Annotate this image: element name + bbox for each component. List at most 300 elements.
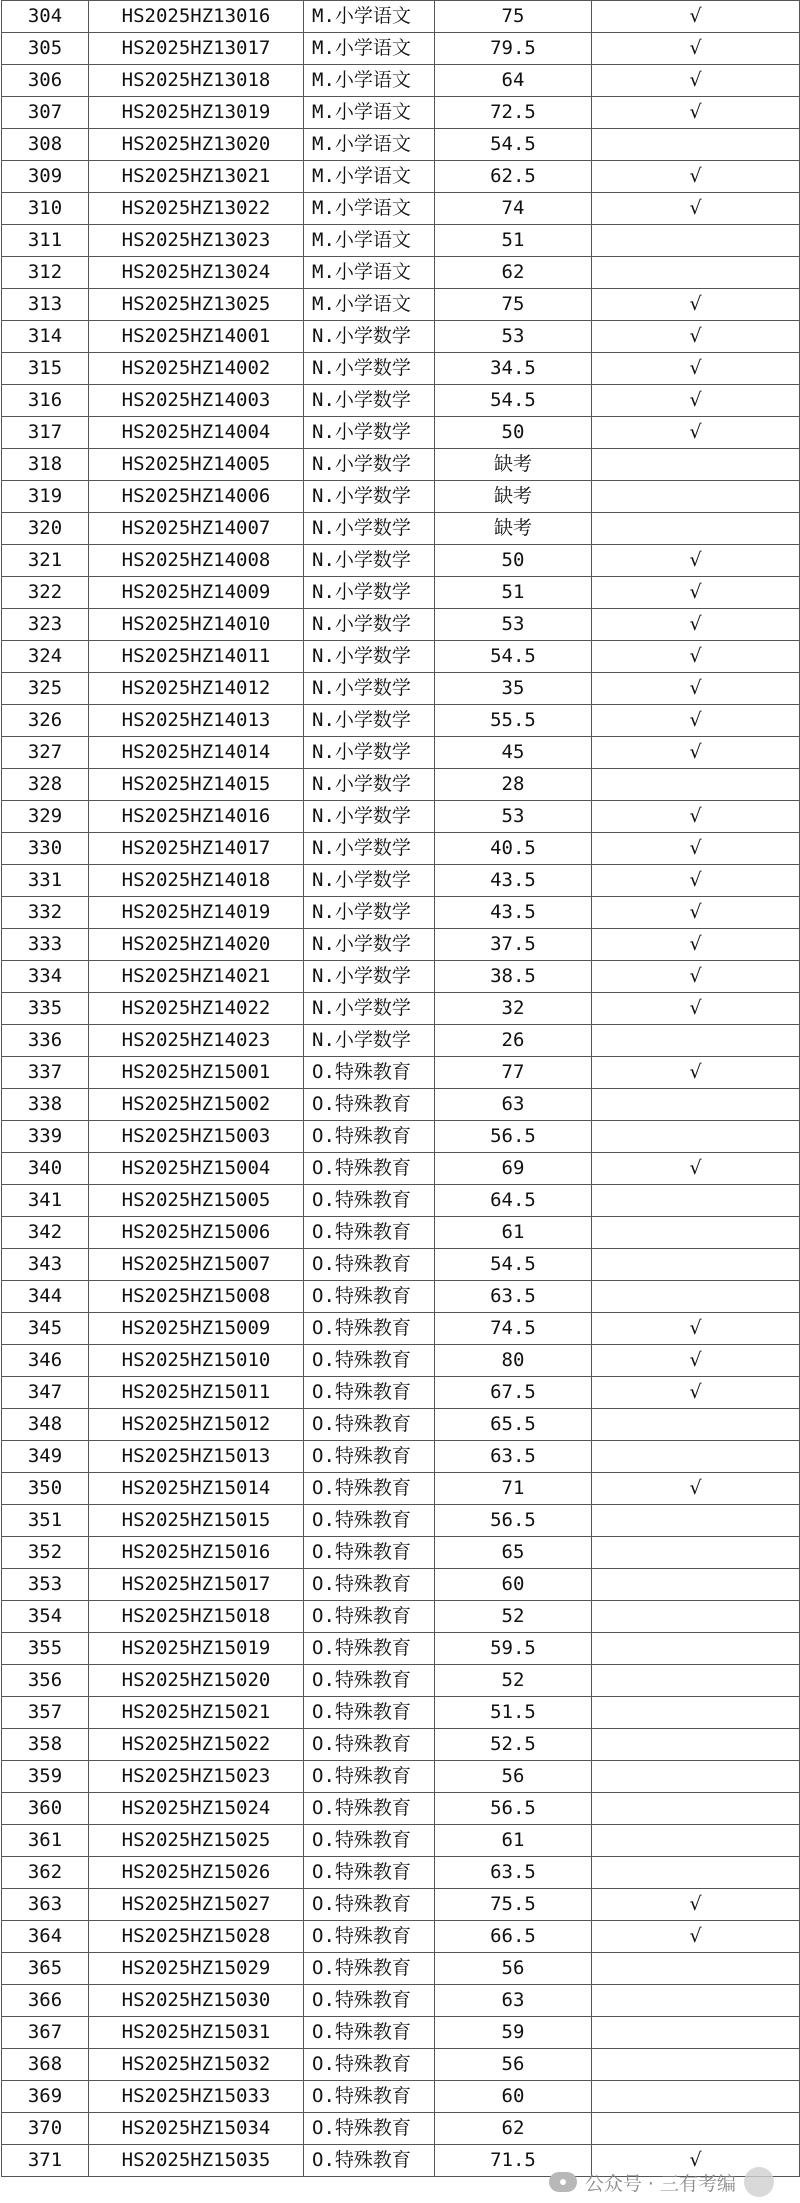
exam-id-cell: HS2025HZ13017 (89, 33, 304, 65)
seq-cell: 317 (2, 417, 89, 449)
exam-id-cell: HS2025HZ15026 (89, 1857, 304, 1889)
seq-cell: 324 (2, 641, 89, 673)
exam-id-cell: HS2025HZ15014 (89, 1473, 304, 1505)
score-cell: 54.5 (435, 385, 592, 417)
table-row (2, 1441, 800, 1473)
qualified-cell (592, 1857, 800, 1889)
subject-cell: O.特殊教育 (304, 1441, 435, 1473)
score-cell: 56.5 (435, 1793, 592, 1825)
seq-cell: 370 (2, 2113, 89, 2145)
score-cell: 56 (435, 2049, 592, 2081)
score-cell: 79.5 (435, 33, 592, 65)
exam-id-cell: HS2025HZ13021 (89, 161, 304, 193)
subject-cell: N.小学数学 (304, 513, 435, 545)
seq-cell: 319 (2, 481, 89, 513)
seq-cell: 371 (2, 2145, 89, 2177)
subject-cell: O.特殊教育 (304, 2145, 435, 2177)
exam-id-cell: HS2025HZ15029 (89, 1953, 304, 1985)
exam-id-cell: HS2025HZ14018 (89, 865, 304, 897)
subject-cell: N.小学数学 (304, 577, 435, 609)
qualified-cell: √ (592, 1889, 800, 1921)
subject-cell: N.小学数学 (304, 993, 435, 1025)
score-cell: 75 (435, 289, 592, 321)
subject-cell: N.小学数学 (304, 321, 435, 353)
table-row (2, 609, 800, 641)
subject-cell: O.特殊教育 (304, 1921, 435, 1953)
seq-cell: 322 (2, 577, 89, 609)
exam-id-cell: HS2025HZ15035 (89, 2145, 304, 2177)
subject-cell: N.小学数学 (304, 737, 435, 769)
score-cell: 63.5 (435, 1857, 592, 1889)
subject-cell: O.特殊教育 (304, 1505, 435, 1537)
score-cell: 65.5 (435, 1409, 592, 1441)
qualified-cell (592, 1121, 800, 1153)
qualified-cell: √ (592, 833, 800, 865)
exam-id-cell: HS2025HZ15009 (89, 1313, 304, 1345)
qualified-cell (592, 1665, 800, 1697)
score-cell: 80 (435, 1345, 592, 1377)
seq-cell: 313 (2, 289, 89, 321)
table-row (2, 2113, 800, 2145)
score-cell: 50 (435, 545, 592, 577)
subject-cell: N.小学数学 (304, 961, 435, 993)
table-row (2, 129, 800, 161)
exam-id-cell: HS2025HZ15025 (89, 1825, 304, 1857)
subject-cell: O.特殊教育 (304, 1665, 435, 1697)
qualified-cell (592, 2113, 800, 2145)
subject-cell: N.小学数学 (304, 385, 435, 417)
exam-id-cell: HS2025HZ15030 (89, 1985, 304, 2017)
seq-cell: 357 (2, 1697, 89, 1729)
subject-cell: M.小学语文 (304, 161, 435, 193)
seq-cell: 369 (2, 2081, 89, 2113)
qualified-cell: √ (592, 385, 800, 417)
seq-cell: 368 (2, 2049, 89, 2081)
exam-id-cell: HS2025HZ13016 (89, 1, 304, 33)
qualified-cell (592, 1249, 800, 1281)
qualified-cell (592, 1185, 800, 1217)
exam-id-cell: HS2025HZ14010 (89, 609, 304, 641)
exam-id-cell: HS2025HZ15022 (89, 1729, 304, 1761)
exam-id-cell: HS2025HZ13024 (89, 257, 304, 289)
subject-cell: O.特殊教育 (304, 1985, 435, 2017)
table-row (2, 2049, 800, 2081)
table-row (2, 1953, 800, 1985)
subject-cell: N.小学数学 (304, 641, 435, 673)
table-row (2, 577, 800, 609)
score-cell: 53 (435, 609, 592, 641)
score-cell: 62 (435, 257, 592, 289)
score-cell: 35 (435, 673, 592, 705)
seq-cell: 348 (2, 1409, 89, 1441)
score-cell: 38.5 (435, 961, 592, 993)
table-row (2, 1505, 800, 1537)
exam-id-cell: HS2025HZ14017 (89, 833, 304, 865)
seq-cell: 331 (2, 865, 89, 897)
qualified-cell: √ (592, 961, 800, 993)
qualified-cell: √ (592, 1921, 800, 1953)
qualified-cell: √ (592, 801, 800, 833)
qualified-cell: √ (592, 1473, 800, 1505)
subject-cell: N.小学数学 (304, 705, 435, 737)
qualified-cell: √ (592, 1153, 800, 1185)
exam-id-cell: HS2025HZ14009 (89, 577, 304, 609)
seq-cell: 365 (2, 1953, 89, 1985)
subject-cell: M.小学语文 (304, 1, 435, 33)
subject-cell: M.小学语文 (304, 257, 435, 289)
qualified-cell: √ (592, 737, 800, 769)
qualified-cell: √ (592, 33, 800, 65)
table-row (2, 1985, 800, 2017)
score-cell: 28 (435, 769, 592, 801)
table-row (2, 1057, 800, 1089)
exam-id-cell: HS2025HZ15003 (89, 1121, 304, 1153)
seq-cell: 307 (2, 97, 89, 129)
subject-cell: O.特殊教育 (304, 2017, 435, 2049)
score-cell: 61 (435, 1825, 592, 1857)
score-cell: 缺考 (435, 449, 592, 481)
seq-cell: 332 (2, 897, 89, 929)
table-row (2, 1281, 800, 1313)
table-row (2, 961, 800, 993)
qualified-cell (592, 1761, 800, 1793)
qualified-cell: √ (592, 641, 800, 673)
seq-cell: 310 (2, 193, 89, 225)
seq-cell: 326 (2, 705, 89, 737)
table-row (2, 705, 800, 737)
score-cell: 缺考 (435, 481, 592, 513)
subject-cell: M.小学语文 (304, 65, 435, 97)
table-row (2, 1377, 800, 1409)
subject-cell: O.特殊教育 (304, 1089, 435, 1121)
qualified-cell (592, 1025, 800, 1057)
score-cell: 43.5 (435, 897, 592, 929)
score-cell: 54.5 (435, 129, 592, 161)
subject-cell: O.特殊教育 (304, 1473, 435, 1505)
qualified-cell (592, 129, 800, 161)
table-row (2, 1249, 800, 1281)
subject-cell: N.小学数学 (304, 865, 435, 897)
seq-cell: 336 (2, 1025, 89, 1057)
table-row (2, 1633, 800, 1665)
table-row (2, 33, 800, 65)
exam-id-cell: HS2025HZ15002 (89, 1089, 304, 1121)
exam-id-cell: HS2025HZ14007 (89, 513, 304, 545)
exam-id-cell: HS2025HZ15033 (89, 2081, 304, 2113)
score-cell: 56.5 (435, 1505, 592, 1537)
subject-cell: O.特殊教育 (304, 1569, 435, 1601)
exam-id-cell: HS2025HZ15021 (89, 1697, 304, 1729)
qualified-cell (592, 1281, 800, 1313)
wechat-icon (549, 2172, 577, 2192)
qualified-cell (592, 1505, 800, 1537)
qualified-cell (592, 1985, 800, 2017)
qualified-cell (592, 1729, 800, 1761)
subject-cell: N.小学数学 (304, 929, 435, 961)
seq-cell: 347 (2, 1377, 89, 1409)
subject-cell: N.小学数学 (304, 801, 435, 833)
subject-cell: O.特殊教育 (304, 1345, 435, 1377)
subject-cell: O.特殊教育 (304, 1185, 435, 1217)
score-cell: 60 (435, 1569, 592, 1601)
seq-cell: 361 (2, 1825, 89, 1857)
qualified-cell: √ (592, 161, 800, 193)
seq-cell: 320 (2, 513, 89, 545)
seq-cell: 356 (2, 1665, 89, 1697)
qualified-cell (592, 2049, 800, 2081)
exam-id-cell: HS2025HZ14006 (89, 481, 304, 513)
exam-id-cell: HS2025HZ15005 (89, 1185, 304, 1217)
score-cell: 64 (435, 65, 592, 97)
subject-cell: M.小学语文 (304, 193, 435, 225)
table-row (2, 225, 800, 257)
table-row (2, 65, 800, 97)
exam-id-cell: HS2025HZ15023 (89, 1761, 304, 1793)
exam-id-cell: HS2025HZ14011 (89, 641, 304, 673)
qualified-cell: √ (592, 705, 800, 737)
score-cell: 71 (435, 1473, 592, 1505)
score-cell: 53 (435, 321, 592, 353)
exam-id-cell: HS2025HZ15027 (89, 1889, 304, 1921)
exam-id-cell: HS2025HZ13018 (89, 65, 304, 97)
table-row (2, 513, 800, 545)
subject-cell: O.特殊教育 (304, 1601, 435, 1633)
exam-id-cell: HS2025HZ13022 (89, 193, 304, 225)
score-cell: 69 (435, 1153, 592, 1185)
qualified-cell: √ (592, 1377, 800, 1409)
qualified-cell (592, 1441, 800, 1473)
exam-id-cell: HS2025HZ15018 (89, 1601, 304, 1633)
qualified-cell: √ (592, 1057, 800, 1089)
qualified-cell (592, 1089, 800, 1121)
table-row (2, 929, 800, 961)
seq-cell: 349 (2, 1441, 89, 1473)
seq-cell: 342 (2, 1217, 89, 1249)
table-row (2, 641, 800, 673)
score-cell: 74 (435, 193, 592, 225)
table-row (2, 2081, 800, 2113)
subject-cell: O.特殊教育 (304, 1537, 435, 1569)
table-row (2, 353, 800, 385)
seq-cell: 345 (2, 1313, 89, 1345)
qualified-cell (592, 1601, 800, 1633)
qualified-cell: √ (592, 609, 800, 641)
qualified-cell: √ (592, 193, 800, 225)
seq-cell: 352 (2, 1537, 89, 1569)
score-cell: 60 (435, 2081, 592, 2113)
qualified-cell (592, 1217, 800, 1249)
seq-cell: 318 (2, 449, 89, 481)
qualified-cell: √ (592, 353, 800, 385)
subject-cell: O.特殊教育 (304, 1153, 435, 1185)
subject-cell: O.特殊教育 (304, 1697, 435, 1729)
qualified-cell (592, 1569, 800, 1601)
subject-cell: O.特殊教育 (304, 1633, 435, 1665)
score-cell: 63.5 (435, 1441, 592, 1473)
subject-cell: O.特殊教育 (304, 1729, 435, 1761)
subject-cell: N.小学数学 (304, 545, 435, 577)
qualified-cell: √ (592, 2145, 800, 2177)
subject-cell: M.小学语文 (304, 33, 435, 65)
exam-id-cell: HS2025HZ14019 (89, 897, 304, 929)
seq-cell: 358 (2, 1729, 89, 1761)
score-cell: 51 (435, 225, 592, 257)
subject-cell: N.小学数学 (304, 673, 435, 705)
seq-cell: 337 (2, 1057, 89, 1089)
exam-id-cell: HS2025HZ14002 (89, 353, 304, 385)
exam-id-cell: HS2025HZ14004 (89, 417, 304, 449)
exam-id-cell: HS2025HZ14014 (89, 737, 304, 769)
table-row (2, 1185, 800, 1217)
seq-cell: 327 (2, 737, 89, 769)
subject-cell: O.特殊教育 (304, 1057, 435, 1089)
seq-cell: 333 (2, 929, 89, 961)
seq-cell: 350 (2, 1473, 89, 1505)
qualified-cell: √ (592, 865, 800, 897)
qualified-cell: √ (592, 1, 800, 33)
table-row (2, 1, 800, 33)
subject-cell: O.特殊教育 (304, 1953, 435, 1985)
subject-cell: M.小学语文 (304, 129, 435, 161)
score-cell: 59 (435, 2017, 592, 2049)
exam-id-cell: HS2025HZ15016 (89, 1537, 304, 1569)
seq-cell: 355 (2, 1633, 89, 1665)
exam-id-cell: HS2025HZ14022 (89, 993, 304, 1025)
seq-cell: 366 (2, 1985, 89, 2017)
exam-id-cell: HS2025HZ13019 (89, 97, 304, 129)
subject-cell: N.小学数学 (304, 897, 435, 929)
subject-cell: M.小学语文 (304, 225, 435, 257)
table-row (2, 289, 800, 321)
score-cell: 54.5 (435, 641, 592, 673)
seq-cell: 309 (2, 161, 89, 193)
seq-cell: 346 (2, 1345, 89, 1377)
exam-id-cell: HS2025HZ15034 (89, 2113, 304, 2145)
seq-cell: 353 (2, 1569, 89, 1601)
seq-cell: 305 (2, 33, 89, 65)
table-row (2, 417, 800, 449)
seq-cell: 359 (2, 1761, 89, 1793)
table-row (2, 1153, 800, 1185)
qualified-cell (592, 513, 800, 545)
table-row (2, 1697, 800, 1729)
table-row (2, 769, 800, 801)
exam-id-cell: HS2025HZ15032 (89, 2049, 304, 2081)
table-row (2, 1313, 800, 1345)
qualified-cell: √ (592, 289, 800, 321)
score-cell: 63 (435, 1985, 592, 2017)
table-row (2, 1537, 800, 1569)
seq-cell: 335 (2, 993, 89, 1025)
exam-id-cell: HS2025HZ14023 (89, 1025, 304, 1057)
exam-id-cell: HS2025HZ15015 (89, 1505, 304, 1537)
exam-id-cell: HS2025HZ15012 (89, 1409, 304, 1441)
table-row (2, 1217, 800, 1249)
subject-cell: M.小学语文 (304, 97, 435, 129)
seq-cell: 354 (2, 1601, 89, 1633)
subject-cell: O.特殊教育 (304, 1121, 435, 1153)
table-row (2, 1409, 800, 1441)
subject-cell: O.特殊教育 (304, 2113, 435, 2145)
table-row (2, 1857, 800, 1889)
table-row (2, 1345, 800, 1377)
score-cell: 74.5 (435, 1313, 592, 1345)
exam-id-cell: HS2025HZ13025 (89, 289, 304, 321)
score-cell: 67.5 (435, 1377, 592, 1409)
subject-cell: O.特殊教育 (304, 1249, 435, 1281)
seq-cell: 314 (2, 321, 89, 353)
score-cell: 43.5 (435, 865, 592, 897)
table-row (2, 1729, 800, 1761)
table-row (2, 449, 800, 481)
subject-cell: N.小学数学 (304, 769, 435, 801)
exam-id-cell: HS2025HZ14005 (89, 449, 304, 481)
table-row (2, 1601, 800, 1633)
qualified-cell (592, 225, 800, 257)
qualified-cell (592, 1697, 800, 1729)
qualified-cell: √ (592, 1345, 800, 1377)
seq-cell: 325 (2, 673, 89, 705)
table-row (2, 1921, 800, 1953)
exam-id-cell: HS2025HZ15020 (89, 1665, 304, 1697)
qualified-cell: √ (592, 993, 800, 1025)
seq-cell: 367 (2, 2017, 89, 2049)
qualified-cell (592, 449, 800, 481)
exam-id-cell: HS2025HZ15006 (89, 1217, 304, 1249)
subject-cell: O.特殊教育 (304, 1857, 435, 1889)
subject-cell: N.小学数学 (304, 1025, 435, 1057)
seq-cell: 344 (2, 1281, 89, 1313)
table-row (2, 1889, 800, 1921)
subject-cell: O.特殊教育 (304, 1217, 435, 1249)
score-cell: 66.5 (435, 1921, 592, 1953)
score-cell: 缺考 (435, 513, 592, 545)
seq-cell: 341 (2, 1185, 89, 1217)
table-row (2, 1121, 800, 1153)
seq-cell: 360 (2, 1793, 89, 1825)
seq-cell: 304 (2, 1, 89, 33)
table-row (2, 385, 800, 417)
qualified-cell (592, 481, 800, 513)
results-table-body (2, 1, 800, 2177)
score-cell: 62 (435, 2113, 592, 2145)
exam-id-cell: HS2025HZ14016 (89, 801, 304, 833)
score-cell: 51.5 (435, 1697, 592, 1729)
score-cell: 52.5 (435, 1729, 592, 1761)
exam-id-cell: HS2025HZ15031 (89, 2017, 304, 2049)
table-row (2, 1569, 800, 1601)
score-cell: 71.5 (435, 2145, 592, 2177)
score-cell: 61 (435, 1217, 592, 1249)
qualified-cell: √ (592, 897, 800, 929)
table-row (2, 481, 800, 513)
table-row (2, 801, 800, 833)
score-cell: 32 (435, 993, 592, 1025)
qualified-cell: √ (592, 673, 800, 705)
seq-cell: 334 (2, 961, 89, 993)
table-row (2, 1025, 800, 1057)
score-cell: 63 (435, 1089, 592, 1121)
exam-id-cell: HS2025HZ14021 (89, 961, 304, 993)
score-cell: 51 (435, 577, 592, 609)
seq-cell: 351 (2, 1505, 89, 1537)
subject-cell: N.小学数学 (304, 353, 435, 385)
table-row (2, 1089, 800, 1121)
seq-cell: 308 (2, 129, 89, 161)
exam-id-cell: HS2025HZ14008 (89, 545, 304, 577)
score-cell: 52 (435, 1601, 592, 1633)
exam-id-cell: HS2025HZ15028 (89, 1921, 304, 1953)
